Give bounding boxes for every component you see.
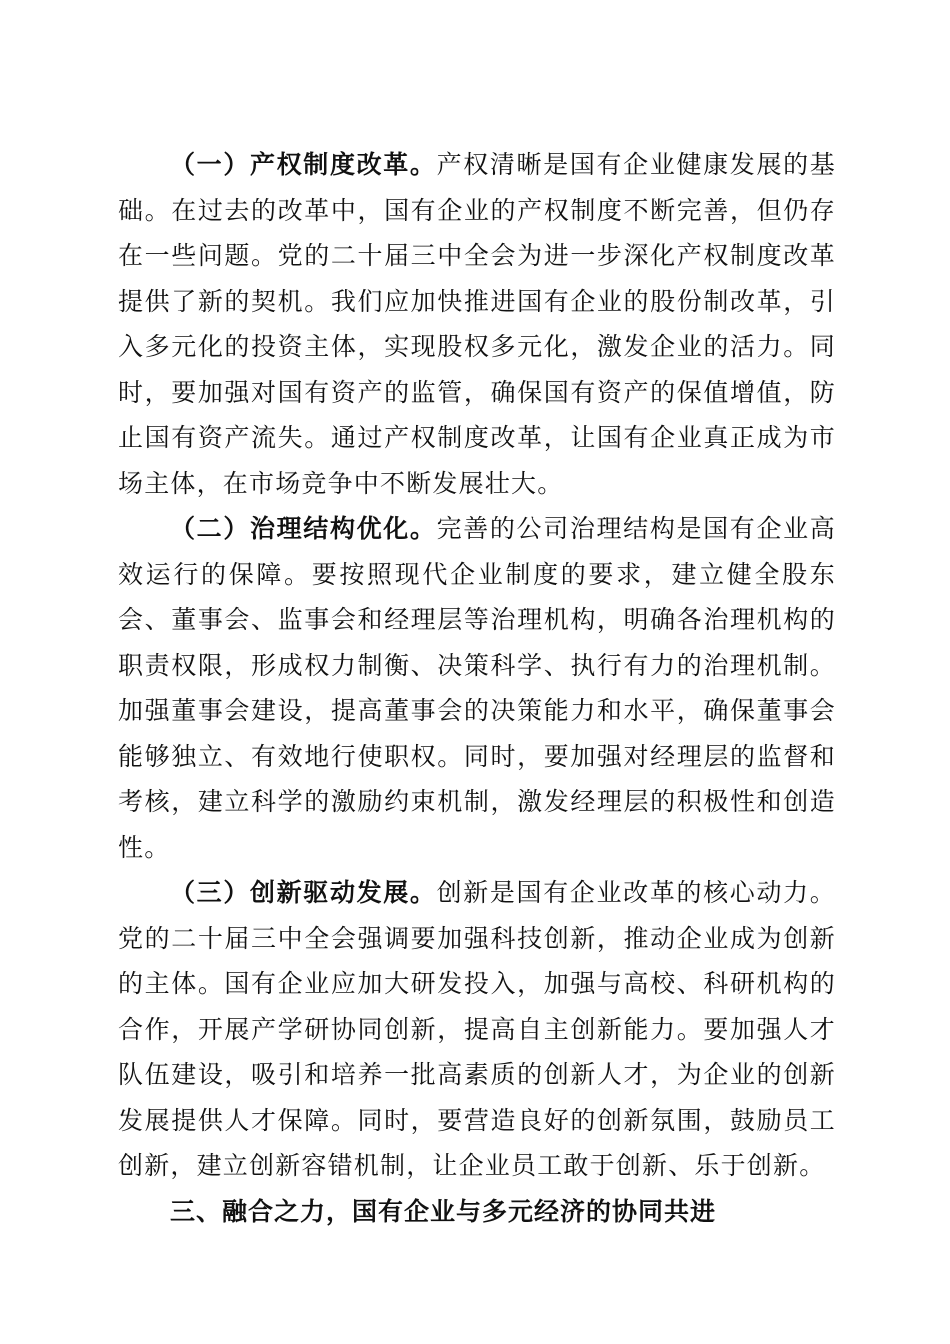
paragraph-text: 产权清晰是国有企业健康发展的基础。在过去的改革中，国有企业的产权制度不断完善，但仍存在一些问题。党的二十届三中全会为进一步深化产权制度改革提供了新的契机。我们应加快推进国有企业的股份制改革，引入多元化的投资主体，实现股权多元化，激发企业的活力。同时，要加强对国有资产的监管，确保国有资产的保值增值，防止国有资产流失。通过产权制度改革，让国有企业真正成为市场主体，在市场竞争中不断发展壮大。 xyxy=(118,150,836,498)
paragraph-lead: （二）治理结构优化。 xyxy=(170,514,437,543)
paragraph-innovation-driven xyxy=(118,870,836,1189)
paragraph-text: 创新是国有企业改革的核心动力。党的二十届三中全会强调要加强科技创新，推动企业成为创新的主体。国有企业应加大研发投入，加强与高校、科研机构的合作，开展产学研协同创新，提高自主创新能力。要加强人才队伍建设，吸引和培养一批高素质的创新人才，为企业的创新发展提供人才保障。同时，要营造良好的创新氛围，鼓励员工创新，建立创新容错机制，让企业员工敢于创新、乐于创新。 xyxy=(118,878,836,1180)
paragraph-lead: （一）产权制度改革。 xyxy=(170,150,437,179)
paragraph-property-rights-reform xyxy=(118,142,836,506)
section-heading: 三、融合之力，国有企业与多元经济的协同共进 xyxy=(170,1196,717,1226)
paragraph-lead: （三）创新驱动发展。 xyxy=(170,878,437,907)
document-body xyxy=(118,142,836,1234)
paragraph-governance-structure xyxy=(118,506,836,870)
paragraph-text: 完善的公司治理结构是国有企业高效运行的保障。要按照现代企业制度的要求，建立健全股东会、董事会、监事会和经理层等治理机构，明确各治理机构的职责权限，形成权力制衡、决策科学、执行有力的治理机制。加强董事会建设，提高董事会的决策能力和水平，确保董事会能够独立、有效地行使职权。同时，要加强对经理层的监督和考核，建立科学的激励约束机制，激发经理层的积极性和创造性。 xyxy=(118,514,836,862)
